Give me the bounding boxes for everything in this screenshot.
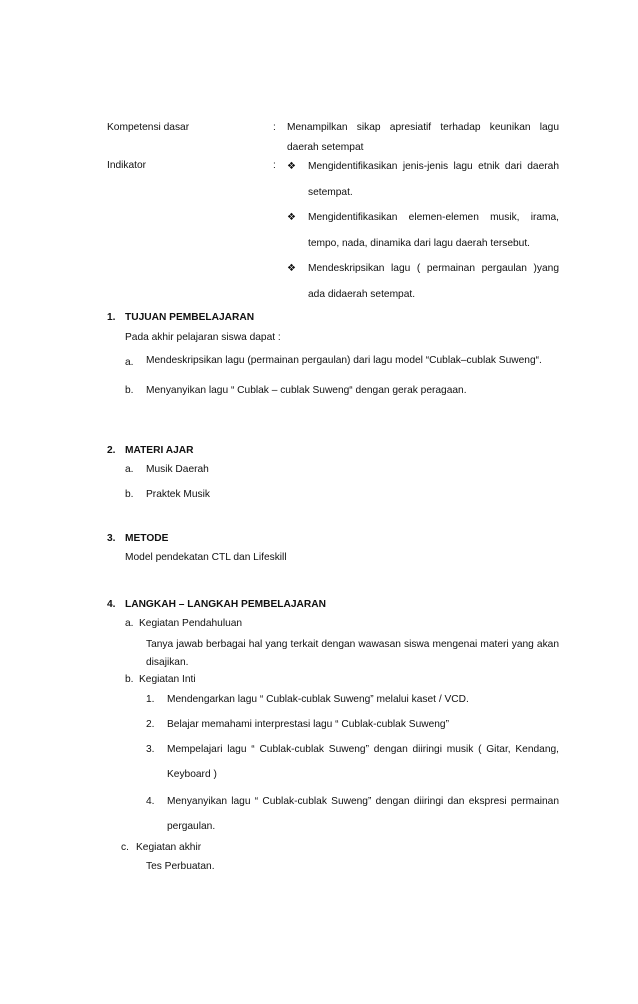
list-item-key: b. — [125, 489, 134, 500]
section-title — [107, 312, 559, 323]
kegiatan-pendahuluan — [107, 618, 559, 672]
subsection-label — [125, 618, 559, 629]
subsection-text: Tanya jawab berbagai hal yang terkait dengan wawasan siswa mengenai materi yang akan disajikan. — [146, 639, 559, 668]
list-item-key: 4. — [146, 796, 155, 807]
list-item — [125, 350, 559, 375]
section-number: 3. — [107, 533, 116, 544]
list-item — [146, 712, 559, 737]
section-heading: METODE — [125, 533, 169, 544]
list-item-text: Mendeskripsikan lagu (permainan pergaulan) dari lagu model “Cublak–cublak Suweng“. — [146, 355, 542, 366]
list-item — [125, 482, 559, 507]
list-item-key: a. — [125, 357, 134, 368]
subsection-key: b. — [125, 674, 134, 685]
list-item-text: Mempelajari lagu “ Cublak-cublak Suweng” dengan diiringi musik ( Gitar, Kendang, Keyboard ) — [167, 744, 559, 780]
kompetensi-colon: : — [273, 122, 276, 133]
kompetensi-value: Menampilkan sikap apresiatif terhadap keunikan lagu daerah setempat — [287, 122, 559, 153]
list-item — [146, 687, 559, 712]
indikator-list — [287, 154, 559, 307]
section-heading: LANGKAH – LANGKAH PEMBELAJARAN — [125, 599, 326, 610]
section-intro: Pada akhir pelajaran siswa dapat : — [125, 332, 281, 343]
list-item-text: Belajar memahami interprestasi lagu “ Cublak-cublak Suweng” — [167, 719, 449, 730]
indikator-label: Indikator — [107, 160, 147, 171]
indikator-list-wrap — [287, 154, 559, 307]
subsection-key: c. — [121, 842, 129, 853]
list-item-key: a. — [125, 464, 134, 475]
list-item-key: 2. — [146, 719, 155, 730]
list-item — [125, 457, 559, 482]
section-title — [107, 599, 559, 610]
subsection-label — [125, 674, 559, 685]
section-title — [107, 445, 559, 456]
section-number: 1. — [107, 312, 116, 323]
section-langkah — [107, 599, 559, 872]
subsection-text: Tes Perbuatan. — [146, 861, 215, 872]
indikator-item: ❖ Mengidentifikasikan elemen-elemen musik, irama, tempo, nada, dinamika dari lagu daerah tersebut. — [287, 205, 559, 256]
section-number: 4. — [107, 599, 116, 610]
list-item-key: 1. — [146, 694, 155, 705]
list-item-key: b. — [125, 385, 134, 396]
list-item-text: Praktek Musik — [146, 489, 210, 500]
list-item-text: Mendengarkan lagu “ Cublak-cublak Suweng” melalui kaset / VCD. — [167, 694, 469, 705]
section-body — [107, 332, 559, 403]
section-heading: TUJUAN PEMBELAJARAN — [125, 312, 255, 323]
section-materi — [107, 445, 559, 507]
list-item-key: 3. — [146, 744, 155, 755]
list-item-text: Musik Daerah — [146, 464, 209, 475]
subsection-label — [121, 842, 559, 853]
list-item — [125, 378, 559, 403]
indikator-colon: : — [273, 160, 276, 171]
section-heading: MATERI AJAR — [125, 445, 194, 456]
inti-list — [125, 687, 559, 839]
section-tujuan — [107, 312, 559, 403]
subsection-key: a. — [125, 618, 134, 629]
list-item — [146, 789, 559, 839]
kegiatan-akhir — [107, 842, 559, 872]
subsection-title: Kegiatan Inti — [139, 674, 196, 685]
kegiatan-inti — [107, 674, 559, 839]
section-title — [107, 533, 559, 544]
indikator-item: ❖ Mengidentifikasikan jenis-jenis lagu etnik dari daerah setempat. — [287, 154, 559, 205]
subsection-title: Kegiatan akhir — [136, 842, 202, 853]
section-text: Model pendekatan CTL dan Lifeskill — [125, 552, 287, 563]
list-item-text: Menyanyikan lagu “ Cublak-cublak Suweng” dengan diiringi dan ekspresi permainan pergaulan. — [167, 796, 559, 832]
subsection-title: Kegiatan Pendahuluan — [139, 618, 243, 629]
kompetensi-label: Kompetensi dasar — [107, 122, 190, 133]
section-metode — [107, 533, 559, 563]
indikator-item: ❖ Mendeskripsikan lagu ( permainan pergaulan )yang ada didaerah setempat. — [287, 256, 559, 307]
section-body — [107, 457, 559, 507]
list-item — [146, 737, 559, 787]
list-item-text: Menyanyikan lagu “ Cublak – cublak Suweng“ dengan gerak peragaan. — [146, 385, 467, 396]
section-number: 2. — [107, 445, 116, 456]
